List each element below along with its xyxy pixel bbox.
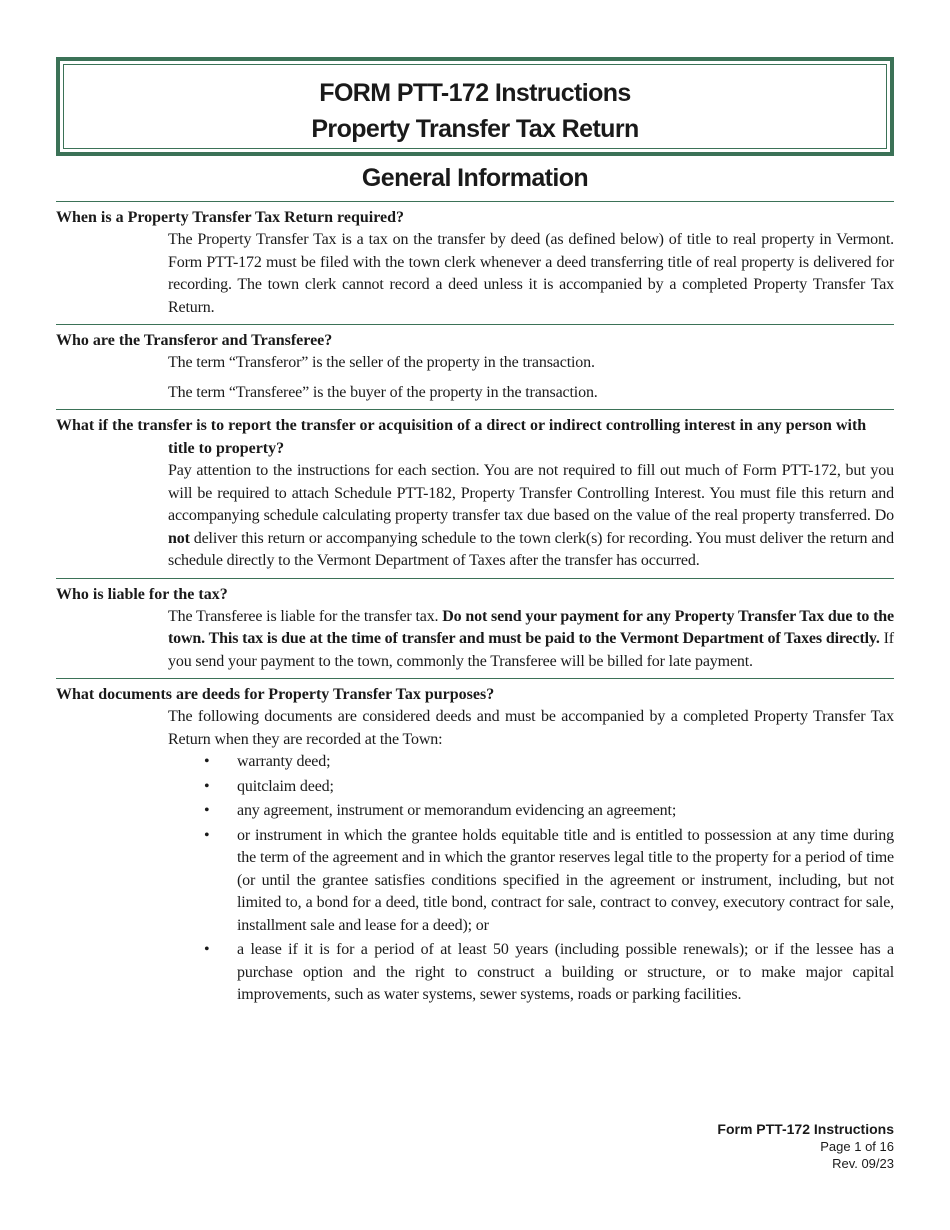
list-item xyxy=(168,825,894,938)
content xyxy=(56,201,894,1014)
faq-section xyxy=(56,578,894,679)
faq-question: What if the transfer is to report the transfer or acquisition of a direct or indirect controlling interest in any person with title to property? xyxy=(56,417,867,457)
text-run: The term “Transferee” is the buyer of the property in the transaction. xyxy=(168,383,598,401)
faq-section xyxy=(56,324,894,409)
text-run: deliver this return or accompanying schedule to the town clerk(s) for recording. You must deliver the return and schedule directly to the Vermont Department of Taxes after the transfer has occurred. xyxy=(168,529,894,569)
text-run: The Transferee is liable for the transfer tax. xyxy=(168,607,443,625)
revision: Rev. 09/23 xyxy=(832,1156,894,1171)
faq-answer xyxy=(168,606,894,674)
bold-text: Do not send your payment for any Property Transfer Tax due to the town. This tax is due at the time of transfer and must be paid to the Vermont Department of Taxes directly. xyxy=(168,607,894,647)
list-item-text: any agreement, instrument or memorandum evidencing an agreement; xyxy=(237,802,677,819)
page-number: Page 1 of 16 xyxy=(820,1139,894,1154)
bullet-icon: • xyxy=(204,753,210,770)
list-item-text: quitclaim deed; xyxy=(237,777,334,795)
text-run: Pay attention to the instructions for each section. You are not required to fill out much of Form PTT-172, but you will be required to attach Schedule PTT-182, Property Transfer Controlling Interest. You must file this return and accompanying schedule calculating property transfer tax due based on the value of the real property transferred. Do xyxy=(168,462,894,524)
list-item xyxy=(168,800,894,823)
bullet-icon: • xyxy=(204,826,210,844)
faq-answer xyxy=(168,352,894,375)
text-run: If you send your payment to the town, commonly the Transferee will be billed for late payment. xyxy=(168,630,894,670)
footer-title: Form PTT-172 Instructions xyxy=(717,1121,894,1137)
faq-section xyxy=(56,201,894,324)
text-run: The term “Transferor” is the seller of the property in the transaction. xyxy=(168,354,595,371)
faq-question: When is a Property Transfer Tax Return required? xyxy=(56,209,405,226)
form-subtitle: Property Transfer Tax Return xyxy=(311,115,639,143)
bold-text: not xyxy=(168,529,190,547)
list-item-text: a lease if it is for a period of at least 50 years (including possible renewals); or if the lessee has a purchase option and the right to construct a building or structure, or to make major capital improvements, such as water systems, sewer systems, roads or parking facilities. xyxy=(237,941,894,1003)
list-item xyxy=(168,776,894,799)
deed-list xyxy=(168,751,894,1007)
faq-question: What documents are deeds for Property Transfer Tax purposes? xyxy=(56,686,495,703)
text-run: The following documents are considered deeds and must be accompanied by a completed Property Transfer Tax Return when they are recorded at the Town: xyxy=(168,708,894,748)
list-item-text: or instrument in which the grantee holds equitable title and is entitled to possession at any time during the term of the agreement and in which the grantor reserves legal title to the property for a period of time (or until the grantee satisfies conditions specified in the agreement or instrument, including, but not limited to, a bond for a deed, title bond, contract for sale, contract to convey, executory contract for sale, installment sale and lease for a deed); or xyxy=(237,826,894,934)
bullet-icon: • xyxy=(204,777,210,795)
form-header-inner xyxy=(63,64,887,149)
faq-answer xyxy=(168,229,894,319)
faq-answer xyxy=(168,382,894,405)
form-title: FORM PTT-172 Instructions xyxy=(319,79,631,107)
faq-question: Who is liable for the tax? xyxy=(56,585,228,603)
text-run: The Property Transfer Tax is a tax on the transfer by deed (as defined below) of title to real property in Vermont. Form PTT-172 must be filed with the town clerk whenever a deed transferring title of real property is delivered for recording. The town clerk cannot record a deed unless it is accompanied by a completed Property Transfer Tax Return. xyxy=(168,231,894,316)
faq-section xyxy=(56,409,894,578)
section-heading: General Information xyxy=(361,164,589,192)
page-footer xyxy=(717,1121,894,1172)
form-header-box xyxy=(56,57,894,156)
list-item xyxy=(168,939,894,1007)
faq-answer xyxy=(168,460,894,573)
faq-section xyxy=(56,678,894,1014)
faq-answer xyxy=(168,706,894,751)
faq-question: Who are the Transferor and Transferee? xyxy=(56,332,333,349)
bullet-icon: • xyxy=(204,802,210,819)
bullet-icon: • xyxy=(204,941,210,958)
list-item xyxy=(168,751,894,774)
list-item-text: warranty deed; xyxy=(237,753,331,770)
